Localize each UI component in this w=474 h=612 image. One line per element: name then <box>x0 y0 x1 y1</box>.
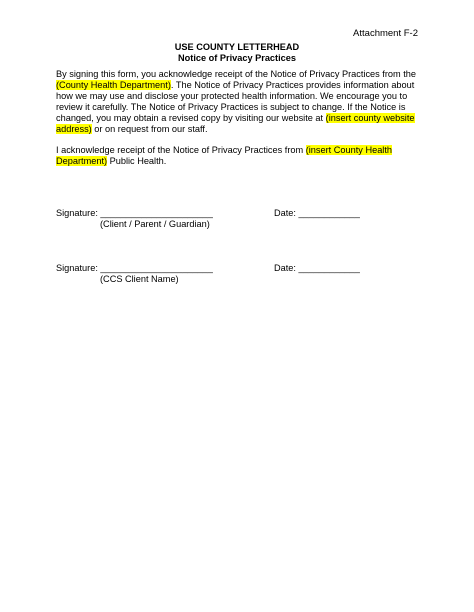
paragraph1-text-b: . The Notice of Privacy Practices provides information about how we may use and disclose your protected health information. We encourage you to review it carefully. The Notice of Privacy Practices is subject to change. If the Notice is changed, you may obtain a revised copy by visiting our website at <box>56 79 415 123</box>
date-line-ccs-client[interactable]: Date: ____________ <box>274 263 360 273</box>
receipt-paragraph <box>56 145 416 167</box>
paragraph2-text-b: Public Health. <box>107 155 167 166</box>
date-line-client[interactable]: Date: ____________ <box>274 208 360 218</box>
signature-line-ccs-client[interactable]: Signature: ______________________ <box>56 263 213 273</box>
paragraph2-text-a: I acknowledge receipt of the Notice of Privacy Practices from <box>56 145 306 155</box>
document-header <box>0 42 474 64</box>
letterhead-title: USE COUNTY LETTERHEAD <box>174 42 300 52</box>
county-website-placeholder: (insert county website address) <box>56 112 415 134</box>
document-title: Notice of Privacy Practices <box>178 53 296 63</box>
signature-line-client[interactable]: Signature: ______________________ <box>56 208 213 218</box>
insert-county-health-department-placeholder: (insert County Health Department) <box>56 145 393 166</box>
signature-sublabel-client: (Client / Parent / Guardian) <box>100 219 210 229</box>
paragraph1-text-a: By signing this form, you acknowledge receipt of the Notice of Privacy Practices from the <box>56 69 417 79</box>
acknowledgement-paragraph <box>56 69 416 134</box>
county-health-department-placeholder: (County Health Department) <box>56 79 171 90</box>
attachment-label: Attachment F-2 <box>353 28 418 39</box>
paragraph1-text-c: or on request from our staff. <box>91 123 208 134</box>
signature-sublabel-ccs-client: (CCS Client Name) <box>100 274 179 284</box>
